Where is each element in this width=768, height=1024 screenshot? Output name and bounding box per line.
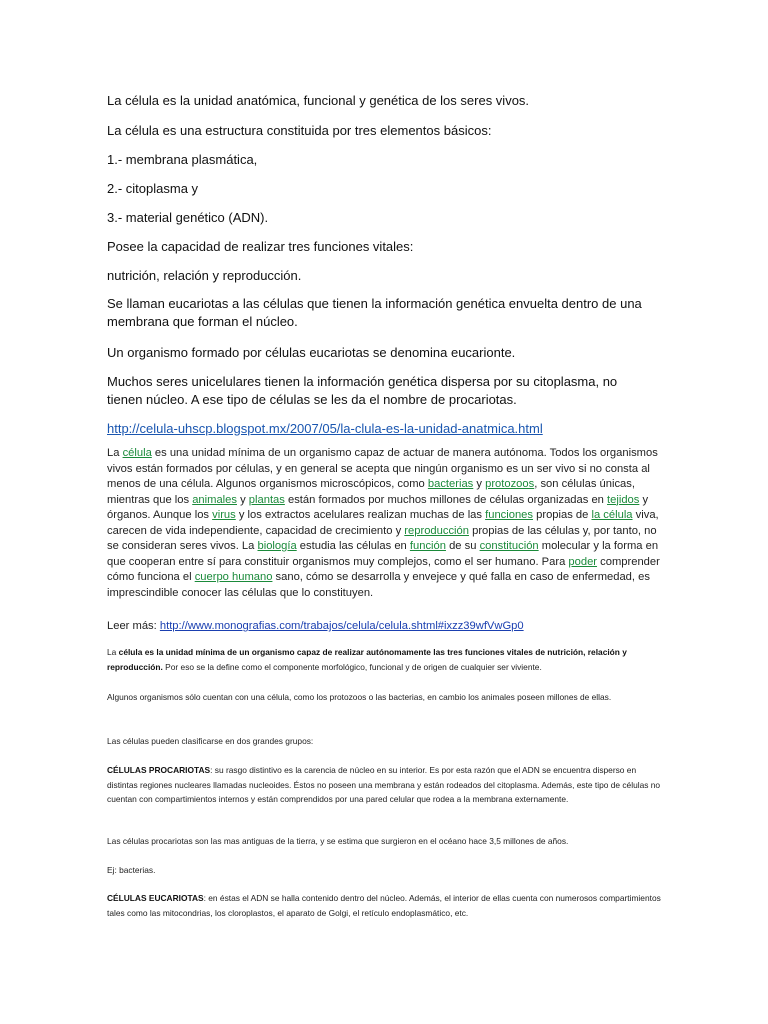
doc-line-3: 1.- membrana plasmática, [107, 152, 258, 167]
link-bacterias[interactable]: bacterias [427, 478, 474, 490]
para-text: propias de las células y, por tanto, no se consideran seres vivos. La [107, 524, 657, 552]
para-text: de su [445, 540, 480, 552]
blog-link[interactable]: http://celula-uhscp.blogspot.mx/2007/05/la-clula-es-la-unidad-anatmica.html [107, 421, 543, 436]
link-tejidos[interactable]: tejidos [607, 493, 640, 506]
small-text: : en éstas el ADN se halla contenido dentro del núcleo. Además, el interior de ellas cuenta con numerosos compartimientos tales como las mitocondrias, los cloroplastos, el aparato de Golgi, el retículo endoplasmático, etc. [107, 893, 661, 918]
small-text: La [107, 647, 119, 657]
para-text: comprender cómo funciona el [107, 555, 660, 583]
para-text: estudia las células en [296, 540, 410, 552]
small-bold-text: célula es la unidad mínima de un organismo capaz de realizar autónomamente las tres funciones vitales de nutrición, relación y reproducción. [107, 647, 627, 672]
para-text: molecular y la forma en que cooperan entre sí para constituir organismos muy complejos, como el ser humano. Para [107, 540, 659, 568]
link-biologia[interactable]: biología [257, 540, 297, 552]
small-heading: CÉLULAS PROCARIOTAS [107, 765, 211, 775]
link-constitucion[interactable]: constitución [479, 540, 539, 552]
read-more [107, 620, 524, 632]
para-text: viva, carecen de vida independiente, capacidad de crecimiento y [107, 509, 659, 537]
link-animales[interactable]: animales [192, 493, 237, 506]
small-paragraph-1 [107, 645, 662, 674]
para-text: y [473, 478, 486, 490]
para-text: y los extractos acelulares realizan muchas de las [235, 509, 486, 521]
small-paragraph-6: Ej: bacterias. [107, 865, 156, 875]
link-cuerpo-humano[interactable]: cuerpo humano [194, 571, 273, 583]
doc-line-6: Posee la capacidad de realizar tres funciones vitales: [107, 239, 414, 254]
doc-line-9: Un organismo formado por células eucariotas se denomina eucarionte. [107, 345, 516, 360]
link-poder[interactable]: poder [568, 555, 598, 568]
link-virus[interactable]: virus [212, 509, 236, 521]
para-text: La [107, 447, 123, 459]
para-text: sano, cómo se desarrolla y envejece y qué falla en caso de enfermedad, es imprescindible conocer las células que lo constituyen. [107, 571, 650, 599]
para-text: y órganos. Aunque los [107, 493, 649, 521]
link-funciones[interactable]: funciones [485, 509, 534, 521]
para-text: es una unidad mínima de un organismo capaz de actuar de manera autónoma. Todos los organismos vivos están formados por células, y en general se acepta que ningún organismo es un ser vivo si no consta al menos de una célula. Algunos organismos microscópicos, como [107, 447, 658, 490]
doc-line-7: nutrición, relación y reproducción. [107, 268, 302, 283]
para-text: están formados por muchos millones de células organizadas en [284, 493, 608, 506]
small-paragraph-4 [107, 763, 662, 807]
doc-line-8: Se llaman eucariotas a las células que tienen la información genética envuelta dentro de una membrana que forman el núcleo. [107, 296, 642, 329]
small-text: : su rasgo distintivo es la carencia de núcleo en su interior. Es por esta razón que el ADN se encuentra disperso en distintas regiones nucleares llamadas nucleoides. Éstos no poseen una membrana y están rodeados del citoplasma. Además, este tipo de células no cuentan con compartimientos internos y están comprendidos por una pared celular que rodea a la membrana externamente. [107, 765, 661, 804]
para-text: , son células únicas, mientras que los [107, 478, 635, 506]
link-protozoos[interactable]: protozoos [485, 478, 535, 490]
doc-line-10: Muchos seres unicelulares tienen la información genética dispersa por su citoplasma, no tienen núcleo. A ese tipo de células se les da el nombre de procariotas. [107, 374, 618, 407]
small-text: Por eso se la define como el componente morfológico, funcional y de origen de cualquier ser viviente. [162, 661, 542, 672]
cell-paragraph [107, 446, 662, 601]
doc-line-4: 2.- citoplasma y [107, 181, 199, 196]
link-la-celula[interactable]: la célula [591, 509, 633, 521]
small-paragraph-5: Las células procariotas son las mas antiguas de la tierra, y se estima que surgieron en el océano hace 3,5 millones de años. [107, 836, 569, 846]
link-plantas[interactable]: plantas [248, 493, 285, 506]
small-heading: CÉLULAS EUCARIOTAS [107, 893, 204, 903]
link-reproduccion[interactable]: reproducción [404, 524, 469, 537]
doc-line-5: 3.- material genético (ADN). [107, 210, 269, 225]
para-text: propias de [533, 509, 592, 521]
read-more-link[interactable]: http://www.monografias.com/trabajos/celula/celula.shtml#ixzz39wfVwGp0 [159, 620, 524, 632]
small-paragraph-7 [107, 891, 662, 920]
para-text: y [236, 493, 249, 506]
link-celula[interactable]: célula [122, 447, 152, 459]
read-more-label: Leer más: [107, 620, 160, 632]
small-paragraph-3: Las células pueden clasificarse en dos grandes grupos: [107, 736, 314, 746]
link-funcion[interactable]: función [409, 540, 446, 552]
doc-line-1: La célula es la unidad anatómica, funcional y genética de los seres vivos. [107, 93, 530, 108]
doc-line-2: La célula es una estructura constituida por tres elementos básicos: [107, 123, 492, 138]
small-paragraph-2: Algunos organismos sólo cuentan con una célula, como los protozoos o las bacterias, en cambio los animales poseen millones de ellas. [107, 692, 612, 702]
